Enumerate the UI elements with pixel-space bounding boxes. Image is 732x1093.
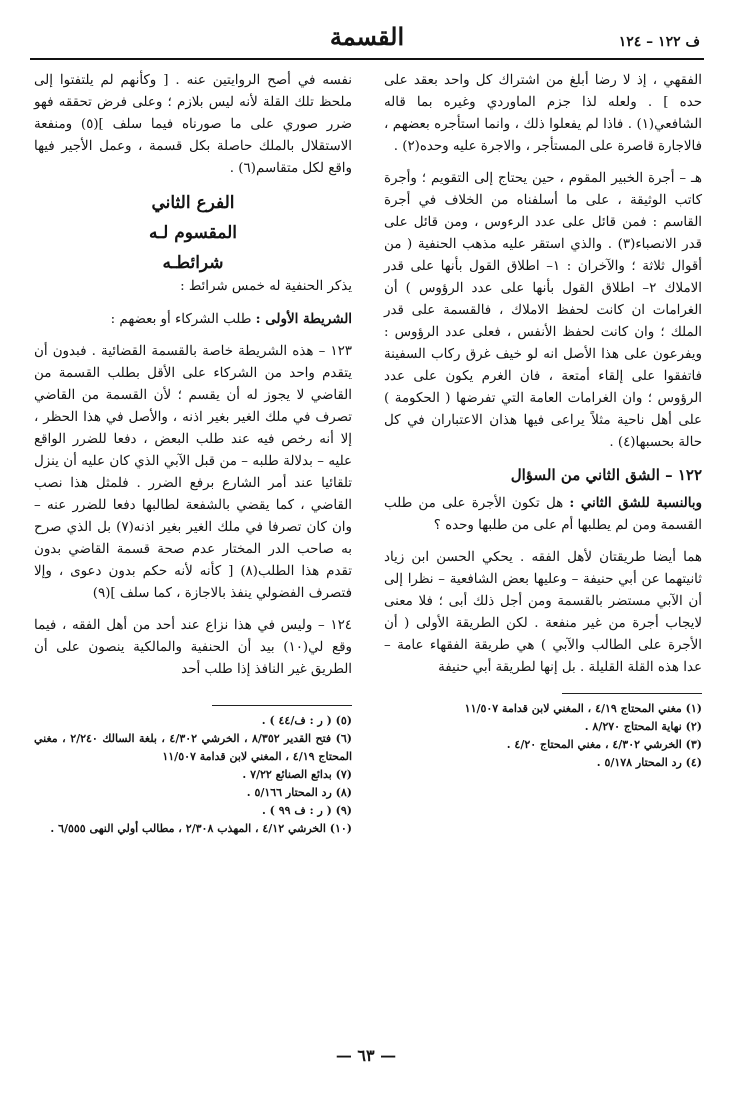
- paragraph: نفسه في أصح الروايتين عنه . [ وكأنهم لم يلتفتوا إلى ملحظ تلك القلة لأنه ليس بلازم ؛ وعلى فرض تحققه فهو ضرر صوري على ما صورناه فيما سلف ](٥) ومنفعة الاستقلال بالملك حاصلة بكل قسمة ، وعمل الأجير فيها واقع لكل متقاسم(٦) .: [34, 73, 352, 176]
- condition-text: طلب الشركاء أو بعضهم :: [110, 312, 252, 327]
- footnote: (٣) الخرشي ٤/٣٠٢ ، مغني المحتاج ٤/٢٠ .: [506, 738, 702, 751]
- footnote: (٥) ( ر : ف/٤٤ ) .: [261, 714, 352, 727]
- paragraph: هـ – أجرة الخبير المقوم ، حين يحتاج إلى التقويم ؛ وأجرة كاتب الوثيقة ، على ما أسلفناه من الخلاف في أجرة القاسم : فمن قائل على عدد الرءوس ، ومن قائل على قدر الانصباء(٣) . والذي استقر عليه مذهب الحنفية ( من أقوال ثلاثة ؛ والآخران : ١– اطلاق القول بأنها على قدر الاملاك ٢– اطلاق القول بأنها على عدد الرؤوس ) أن الغرامات ان كانت لحفظ الاملاك ، فالقسمة على قدر الملك ؛ وان كانت لحفظ الأنفس ، فعلى عدد الرؤوس : ويفرعون على هذا الأصل انه لو خيف غرق ركاب السفينة فاتفقوا على إلقاء أمتعة ، فان الغرم يكون على عدد الرؤوس ؛ وان الغرامات العامة التي تفرضها ( الحكومة ) على أهل ناحية مثلاً يراعى فيها هذان الاعتباران في كل حالة بحسبها(٤) .: [384, 171, 702, 450]
- header-emblem: القسمة: [329, 22, 405, 51]
- footnotes: [384, 700, 702, 772]
- footnote: (٧) بدائع الصنائع ٧/٢٢ .: [242, 768, 352, 781]
- heading: المقسوم لـه: [149, 223, 237, 243]
- paragraph: هما أيضا طريقتان لأهل الفقه . يحكي الحسن ابن زياد ثانيتهما عن أبي حنيفة – وعليها بعض الشافعية – نظرا إلى أن الآبي مستضر بالقسمة ومن أجل ذلك أبى ؛ فلا معنى لايجاب أجرة من غير منفعة . لكن الطريقة الأولى ( أن الأجرة على الطالب والآبي ) هي طريقة الفقهاء عامة – عدا هذه القلة القليلة . بل إنها لطريقة أبي حنيفة: [384, 550, 702, 675]
- footnote: (٦) فتح القدير ٨/٣٥٢ ، الخرشي ٤/٣٠٢ ، بلغة السالك ٢/٢٤٠ ، مغني المحتاج ٤/١٩ ، المغني لابن قدامة ١١/٥٠٧: [34, 732, 352, 763]
- condition-line: [34, 308, 352, 331]
- intro-line: يذكر الحنفية له خمس شرائط :: [180, 279, 352, 294]
- footnote: (١) مغني المحتاج ٤/١٩ ، المغني لابن قدامة ١١/٥٠٧: [464, 702, 702, 715]
- page-number: — ٦٣ —: [335, 1046, 397, 1065]
- question-label: وبالنسبة للشق الثاني :: [569, 495, 702, 511]
- footnote-rule: [562, 693, 702, 694]
- right-column: [384, 70, 702, 772]
- footnote: (٢) نهاية المحتاج ٨/٢٧٠ .: [584, 720, 702, 733]
- footnote: (٤) رد المحتار ٥/١٧٨ .: [596, 756, 702, 769]
- footnote-rule: [212, 705, 352, 706]
- paragraph: الفقهي ، إذ لا رضا أبلغ من اشتراك كل واحد بعقد على حده ] . ولعله لذا جزم الماوردي وغيره بما قاله الشافعي(١) . فاذا لم يفعلوا ذلك ، وانما استأجره بعضهم ، فالاجارة قاصرة على المستأجر ، والاجرة عليه وحده(٢) .: [384, 73, 702, 154]
- heading: الفرع الثاني: [151, 193, 235, 213]
- footnotes: [34, 712, 352, 838]
- page-header: [30, 22, 704, 60]
- left-column: [34, 70, 352, 838]
- footnote: (٨) رد المحتار ٥/١٦٦ .: [246, 786, 352, 799]
- condition-label: الشريطة الأولى :: [255, 311, 352, 327]
- footnote: (٩) ( ر : ف ٩٩ ) .: [261, 804, 352, 817]
- paragraph-range: ف ١٢٢ – ١٢٤: [618, 34, 700, 50]
- footnote: (١٠) الخرشي ٤/١٢ ، المهذب ٢/٣٠٨ ، مطالب أولي النهى ٦/٥٥٥ .: [50, 822, 352, 835]
- section-title: ١٢٢ – الشق الثاني من السؤال: [510, 466, 702, 484]
- paragraph: ١٢٣ – هذه الشريطة خاصة بالقسمة القضائية . فبدون أن يتقدم واحد من الشركاء على الأقل بطلب القسمة من القاضي لا يجوز له أن يقسم ؛ لأن القسمة من القاضي تصرف في ملك الغير بغير اذنه ، والأصل في هذا الحظر ، إلا أنه رخص فيه عند طلب البعض ، دفعا للضرر الواقع عليه – بدلالة طلبه – من قبل الآبي الذي كان عليه أن ينزل تلقائيا عند أمر الشارع برفع الضرر . فلمثل هذا نصب القاضي ، كما يقضي بالشفعة لطالبها دفعا للضرر عنه – وان كان تصرفا في ملك الغير بغير اذنه(٧) بل الذي صرح به صاحب الدر المختار عدم صحة قسمة القاضي بدون تقدم هذا الطلب(٨) [ كأنه لأنه حكم بدون دعوى ، وإلا فتصرف الفضولي ينفذ بالاجازة ، كما سلف ](٩): [34, 344, 352, 601]
- heading: شرائطـه: [162, 253, 224, 273]
- question-paragraph: [384, 492, 702, 537]
- paragraph: ١٢٤ – وليس في هذا نزاع عند أحد من أهل الفقه ، فيما وقع لي(١٠) بيد أن الحنفية والمالكية ينصون على أن الطريق غير النافذ إذا طلب أحد: [34, 618, 352, 677]
- header-rule: [30, 58, 704, 60]
- question-text: هل تكون الأجرة على من طلب القسمة ومن لم يطلبها أم على من طلبها وحده ؟: [384, 496, 702, 533]
